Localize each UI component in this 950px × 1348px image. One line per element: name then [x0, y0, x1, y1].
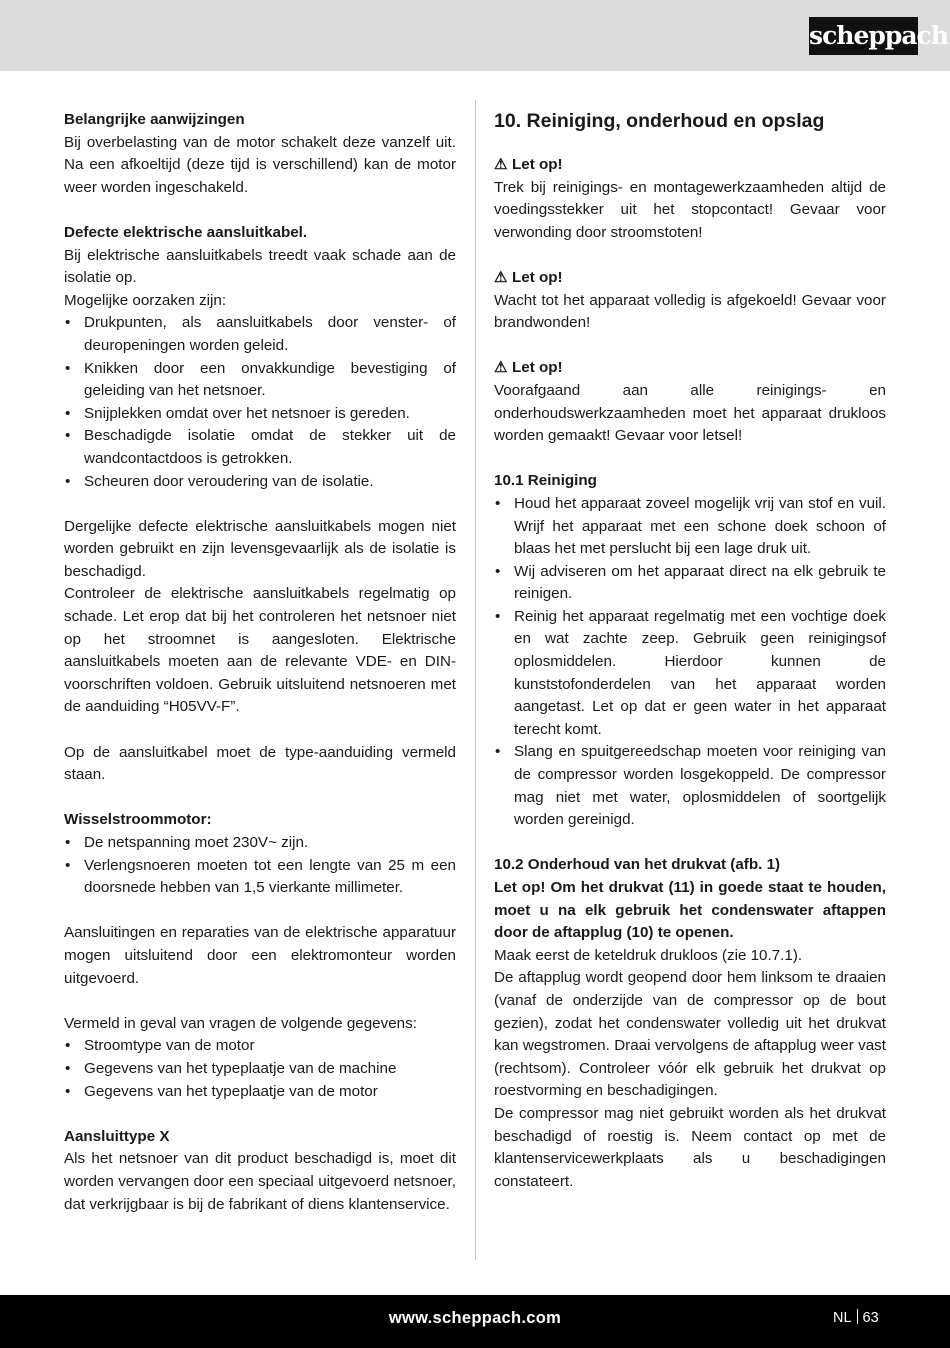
cleaning-list: [494, 493, 886, 832]
cleaning-heading: 10.1 Reiniging: [494, 472, 597, 490]
pressure-vessel-warning: Let op! Om het drukvat (11) in goede staat te houden, moet u na elk gebruik het condenswater aftappen door de aftapplug (10) te openen.: [494, 879, 886, 942]
list-item: • Drukpunten, als aansluitkabels door venster- of deuropeningen worden geleid.: [64, 312, 456, 357]
warning-text: Trek bij reinigings- en montagewerkzaamheden altijd de voedingsstekker uit het stopcontact! Gevaar voor verwonding door stroomstoten!: [494, 178, 886, 241]
list-item: • Gegevens van het typeplaatje van de motor: [64, 1081, 456, 1104]
warning-heading: [494, 267, 886, 290]
list-item: • Wij adviseren om het apparaat direct na elk gebruik te reinigen.: [494, 561, 886, 606]
connection-type-heading: Aansluittype X: [64, 1127, 170, 1145]
footer-separator: [857, 1309, 858, 1324]
list-item: • Beschadigde isolatie omdat de stekker uit de wandcontactdoos is getrokken.: [64, 425, 456, 470]
list-item: • Knikken door een onvakkundige bevestiging of geleiding van het netsnoer.: [64, 358, 456, 403]
paragraph: De aftapplug wordt geopend door hem linksom te draaien (vanaf de onderzijde van de compressor op de bout gezien), zodat het condenswater volledig uit het drukvat kan wegstromen. Draai vervolgens de aftapplug weer vast (rechtsom). Controleer vóór elk gebruik het drukvat op roestvorming en beschadigingen.: [494, 969, 886, 1100]
paragraph: Dergelijke defecte elektrische aansluitkabels mogen niet worden gebruikt en zijn levensgevaarlijk als de isolatie is beschadigd.: [64, 517, 456, 580]
warning-label: Let op!: [512, 359, 563, 377]
paragraph: Maak eerst de keteldruk drukloos (zie 10.7.1).: [494, 946, 803, 964]
brand-logo: [809, 17, 948, 55]
possible-causes-text: Mogelijke oorzaken zijn:: [64, 291, 227, 309]
list-item: • Reinig het apparaat regelmatig met een vochtige doek en wat zachte zeep. Gebruik geen reinigingsof oplosmiddelen. Hierdoor kunnen de kunststofonderdelen van het apparaat worden aangetast. Let op dat er geen water in het apparaat terecht komt.: [494, 606, 886, 742]
paragraph: Controleer de elektrische aansluitkabels regelmatig op schade. Let erop dat bij het controleren het netsnoer niet op het stroomnet is aangesloten. Elektrische aansluitkabels moeten aan de relevante VDE- en DIN-voorschriften voldoen. Gebruik uitsluitend netsnoeren met de aanduiding “H05VV-F”.: [64, 585, 456, 716]
list-item: • Gegevens van het typeplaatje van de machine: [64, 1058, 456, 1081]
section-title: 10. Reiniging, onderhoud en opslag: [494, 110, 825, 132]
left-column: [64, 109, 456, 1216]
defective-cable-heading: Defecte elektrische aansluitkabel.: [64, 223, 308, 241]
paragraph: De compressor mag niet gebruikt worden als het drukvat beschadigd of roestig is. Neem contact op met de klantenservicewerkplaats als u beschadigingen constateert.: [494, 1104, 886, 1190]
language-code: NL: [833, 1310, 852, 1326]
page-number: [833, 1295, 879, 1341]
warning-heading: [494, 154, 886, 177]
pressure-vessel-heading: 10.2 Onderhoud van het drukvat (afb. 1): [494, 856, 781, 874]
list-item: • Verlengsnoeren moeten tot een lengte van 25 m een doorsnede hebben van 1,5 vierkante millimeter.: [64, 855, 456, 900]
ac-motor-heading: Wisselstroommotor:: [64, 811, 212, 829]
list-item: • Stroomtype van de motor: [64, 1035, 456, 1058]
page-number-value: 63: [862, 1310, 879, 1326]
warning-label: Let op!: [512, 268, 563, 286]
list-item: • Scheuren door veroudering van de isolatie.: [64, 471, 456, 494]
warning-triangle-icon: ⚠: [494, 359, 508, 377]
warning-text: Wacht tot het apparaat volledig is afgekoeld! Gevaar voor brandwonden!: [494, 291, 886, 332]
important-notes-text: Bij overbelasting van de motor schakelt deze vanzelf uit. Na een afkoeltijd (deze tijd is verschillend) kan de motor weer worden ingeschakeld.: [64, 133, 456, 196]
list-item: • Snijplekken omdat over het netsnoer is gereden.: [64, 403, 456, 426]
important-notes-heading: Belangrijke aanwijzingen: [64, 111, 245, 128]
brand-logo-text: scheppach: [809, 21, 948, 50]
footer-band: [0, 1295, 950, 1348]
right-column: [494, 109, 886, 1193]
defective-cable-text: Bij elektrische aansluitkabels treedt vaak schade aan de isolatie op.: [64, 246, 456, 287]
paragraph: Aansluitingen en reparaties van de elektrische apparatuur mogen uitsluitend door een elektromonteur worden uitgevoerd.: [64, 924, 456, 987]
list-item: • Houd het apparaat zoveel mogelijk vrij van stof en vuil. Wrijf het apparaat met een schone doek schoon of blaas het met perslucht bij een lage druk uit.: [494, 493, 886, 561]
website-link[interactable]: www.scheppach.com: [388, 1309, 562, 1327]
list-item: • Slang en spuitgereedschap moeten voor reiniging van de compressor worden losgekoppeld. De compressor mag niet met water, oplosmiddelen of soortgelijk worden gereinigd.: [494, 741, 886, 831]
connection-type-text: Als het netsnoer van dit product beschadigd is, moet dit worden vervangen door een speciaal uitgevoerd netsnoer, dat verkrijgbaar is bij de fabrikant of diens klantenservice.: [64, 1150, 456, 1213]
warning-heading: [494, 357, 886, 380]
column-divider: [475, 100, 476, 1260]
warning-triangle-icon: ⚠: [494, 156, 508, 173]
header-band: [0, 0, 950, 71]
list-item: • De netspanning moet 230V~ zijn.: [64, 832, 456, 855]
paragraph: Vermeld in geval van vragen de volgende gegevens:: [64, 1014, 417, 1032]
causes-list: [64, 312, 456, 493]
info-list: [64, 1035, 456, 1103]
warning-text: Voorafgaand aan alle reinigings- en onderhoudswerkzaamheden moet het apparaat drukloos worden gemaakt! Gevaar voor letsel!: [494, 381, 886, 445]
warning-triangle-icon: ⚠: [494, 268, 508, 286]
ac-motor-list: [64, 832, 456, 900]
warning-label: Let op!: [512, 156, 563, 173]
paragraph: Op de aansluitkabel moet de type-aanduiding vermeld staan.: [64, 743, 456, 784]
